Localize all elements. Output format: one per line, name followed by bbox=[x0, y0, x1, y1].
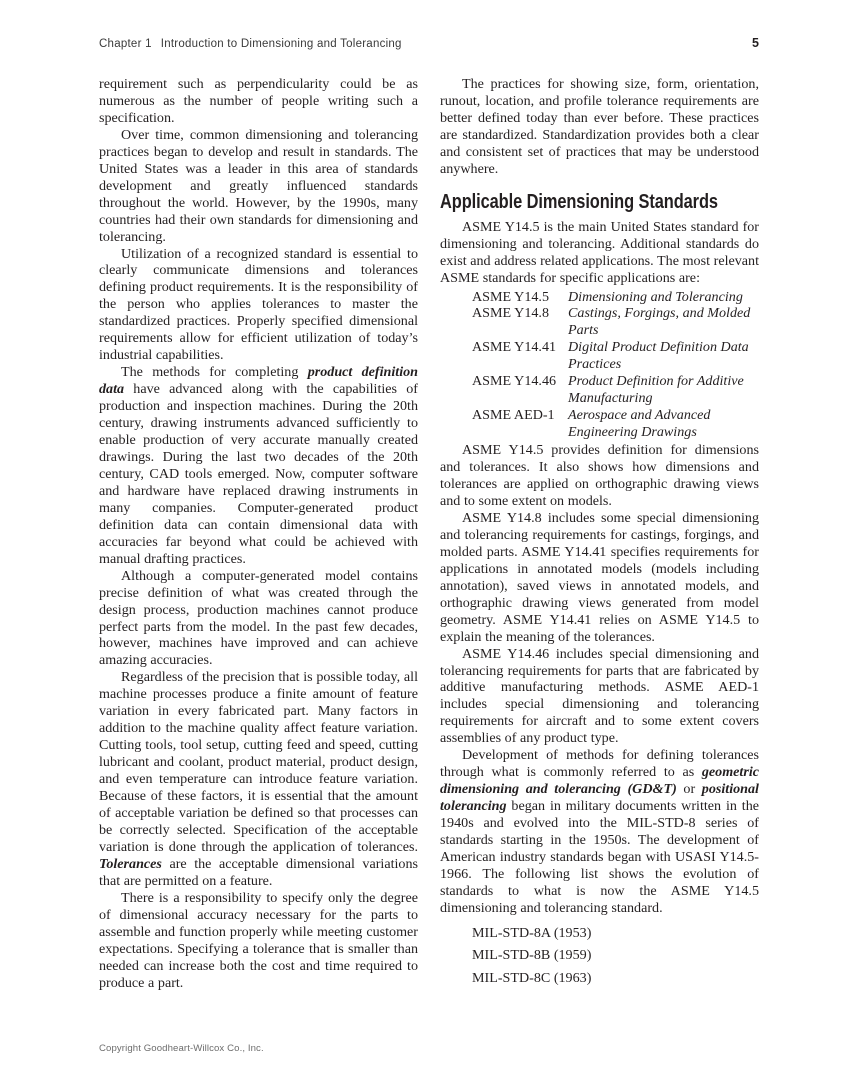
footer-copyright: Copyright Goodheart-Willcox Co., Inc. bbox=[99, 1043, 264, 1054]
chapter-title: Introduction to Dimensioning and Tolerancing bbox=[160, 38, 402, 50]
body-paragraph: Although a computer-generated model contains precise definition of what was created through the design process, production machines cannot produce perfect parts from the model. In the past few decades, however, machines have improved and can achieve amazing accuracies. bbox=[99, 567, 418, 669]
standards-list-item bbox=[472, 339, 759, 373]
body-paragraph: Over time, common dimensioning and tolerancing practices began to develop and result in standards. The United States was a leader in this area of standards development and greatly influenced standards throughout the world. However, by the 1990s, many countries had their own standards for dimensioning and tolerancing. bbox=[99, 126, 418, 245]
body-paragraph: ASME Y14.46 includes special dimensioning and tolerancing requirements for parts that are fabricated by additive manufacturing methods. ASME AED-1 includes special dimensioning and tolerancing requirements for aircraft and to some extent covers assemblies of any product type. bbox=[440, 645, 759, 747]
paragraph-text: began in military documents written in the 1940s and evolved into the MIL-STD-8 series of standards starting in the 1950s. The development of American industry standards began with USASI Y14.5-1966. The following list shows the evolution of standards to what is now the ASME Y14.5 dimensioning and tolerancing standard. bbox=[440, 798, 759, 916]
body-paragraph: The practices for showing size, form, orientation, runout, location, and profile tolerance requirements are better defined today than ever before. These practices are standardized. Standardization provides both a clear and consistent set of practices that may be understood anywhere. bbox=[440, 76, 759, 177]
standard-description: Dimensioning and Tolerancing bbox=[568, 288, 743, 305]
body-paragraph: There is a responsibility to specify only the degree of dimensional accuracy necessary for the parts to assemble and function properly while meeting customer expectations. Specifying a tolerance that is smaller than needed can increase both the cost and time required to produce a part. bbox=[99, 889, 418, 991]
standard-designation: ASME Y14.8 bbox=[472, 305, 549, 322]
mil-standards-list bbox=[440, 922, 759, 990]
paragraph-text: are the acceptable dimensional variations that are permitted on a feature. bbox=[99, 855, 418, 889]
standards-list-item bbox=[472, 407, 759, 441]
body-paragraph: ASME Y14.8 includes some special dimensioning and tolerancing requirements for castings, forgings, and molded parts. ASME Y14.41 specifies requirements for applications in annotated models (models including annotation), saved views in annotated models, and orthographic drawing views generated from model geometry. ASME Y14.41 relies on ASME Y14.5 to explain the meaning of the tolerances. bbox=[440, 509, 759, 645]
page-number: 5 bbox=[752, 36, 759, 50]
paragraph-text: The methods for completing bbox=[121, 364, 308, 381]
paragraph-text: have advanced along with the capabilities of production and inspection machines. During the 20th century, drawing instruments advanced sufficiently to enable production of very accurate manually created drawings. During the last two decades of the 20th century, CAD tools emerged. Now, computer software and hardware have replaced drawing instruments in many companies. Computer-generated product definition data can contain dimensional data with accuracies far beyond what could be achieved with manual drafting practices. bbox=[99, 381, 418, 567]
chapter-number: Chapter 1 bbox=[99, 38, 152, 50]
body-paragraph bbox=[99, 669, 418, 889]
body-paragraph: requirement such as perpendicularity could be as numerous as the number of people writing such a specification. bbox=[99, 76, 418, 126]
body-paragraph bbox=[99, 364, 418, 567]
standard-designation: ASME Y14.41 bbox=[472, 339, 557, 356]
section-heading: Applicable Dimensioning Standards bbox=[440, 190, 718, 213]
running-head bbox=[99, 36, 759, 54]
right-column bbox=[440, 76, 759, 991]
standard-designation: ASME AED-1 bbox=[472, 407, 555, 424]
emphasized-term: geometric dimensioning and tolerancing (GD&T) bbox=[440, 764, 759, 798]
paragraph-text: or bbox=[676, 781, 702, 798]
body-columns bbox=[99, 76, 759, 991]
standard-designation: ASME Y14.5 bbox=[472, 288, 549, 305]
standard-designation: ASME Y14.46 bbox=[472, 373, 557, 390]
mil-standards-list-item: MIL-STD-8B (1959) bbox=[472, 947, 592, 964]
body-paragraph: ASME Y14.5 provides definition for dimensions and tolerances. It also shows how dimensions and tolerances are applied on orthographic drawing views and to some extent on models. bbox=[440, 442, 759, 509]
emphasized-term: positional tolerancing bbox=[440, 781, 759, 815]
standards-list bbox=[440, 289, 759, 442]
mil-standards-list-item: MIL-STD-8C (1963) bbox=[472, 969, 592, 986]
paragraph-text: Regardless of the precision that is possible today, all machine processes produce a finite amount of feature variation in every fabricated part. Many factors in addition to the machine quality affect feature variation. Cutting tools, tool setup, cutting feed and speed, cutting lubricant and coolant, product material, product design, and even temperature can introduce feature variation. Because of these factors, it is essential that the amount of acceptable variation be defined so that processes can be correctly selected. Specification of the acceptable variation is done through the application of tolerances. bbox=[99, 669, 418, 855]
mil-standards-list-item: MIL-STD-8A (1953) bbox=[472, 924, 592, 941]
body-paragraph: Utilization of a recognized standard is essential to clearly communicate dimensions and tolerances defining product requirements. It is the responsibility of the person who applies tolerances to master the standardized practices. Properly specified dimensional requirements allow for efficient utilization of today’s industrial capabilities. bbox=[99, 245, 418, 364]
emphasized-term: product definition data bbox=[99, 364, 418, 398]
standards-list-item bbox=[472, 289, 759, 306]
emphasized-term: Tolerances bbox=[99, 855, 162, 872]
left-column bbox=[99, 76, 418, 991]
standards-list-item bbox=[472, 305, 759, 339]
paragraph-text: Development of methods for defining tolerances through what is commonly referred to as bbox=[440, 747, 759, 781]
body-paragraph: ASME Y14.5 is the main United States standard for dimensioning and tolerancing. Additional standards do exist and address related applications. The most relevant ASME standards for specific applications are: bbox=[440, 218, 760, 286]
body-paragraph bbox=[440, 747, 759, 917]
standard-description: Digital Product Definition Data Practices bbox=[568, 339, 749, 373]
running-head-chapter bbox=[99, 38, 402, 50]
standards-list-item bbox=[472, 373, 759, 407]
standard-description: Aerospace and Advanced Engineering Drawings bbox=[568, 407, 711, 441]
standard-description: Product Definition for Additive Manufacturing bbox=[568, 373, 744, 407]
standard-description: Castings, Forgings, and Molded Parts bbox=[568, 305, 751, 339]
